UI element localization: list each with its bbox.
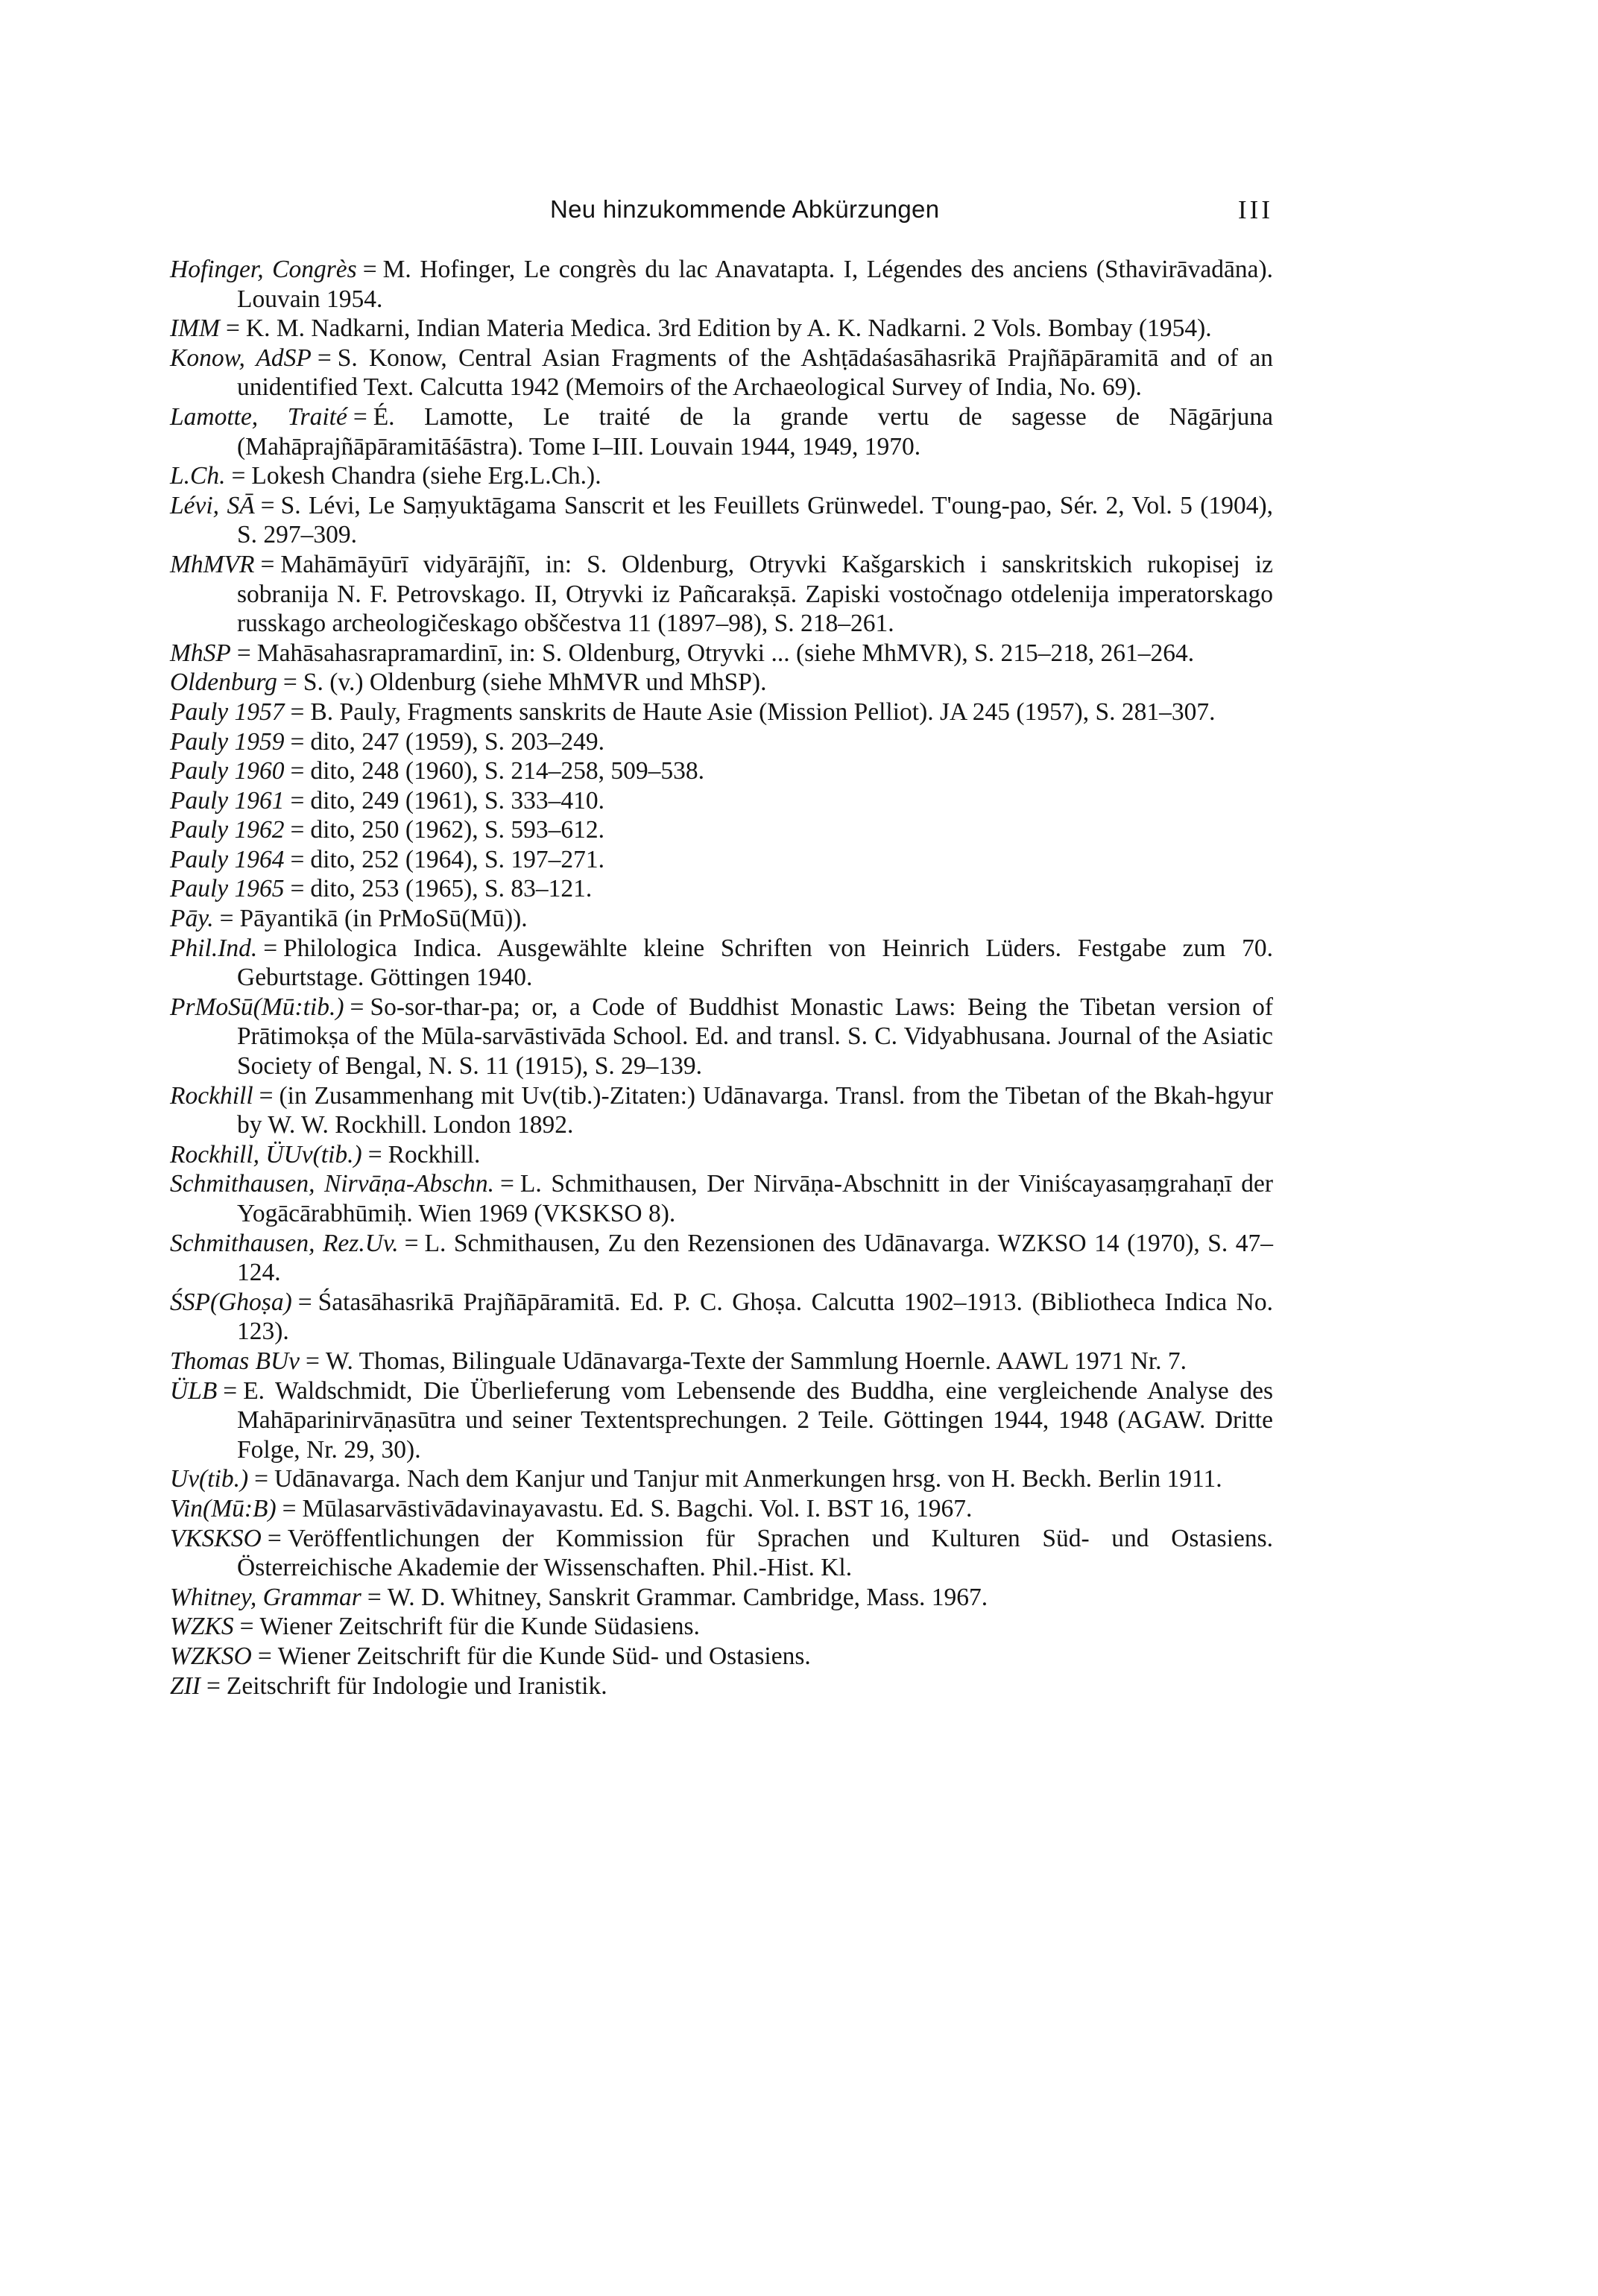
abbreviation-term: PrMoSū(Mū:tib.) bbox=[170, 993, 344, 1021]
abbreviation-term: ZII bbox=[170, 1672, 200, 1700]
abbreviation-entry: ZII = Zeitschrift für Indologie und Iranistik. bbox=[170, 1672, 607, 1700]
abbreviation-expansion: S. Lévi, Le Saṃyuktāgama Sanscrit et les Feuillets Grünwedel. T'oung-pao, Sér. 2, Vol. 5 (1904), S. 297–309. bbox=[237, 491, 1273, 549]
abbreviation-expansion: S. Konow, Central Asian Fragments of the Ashṭādaśasāhasrikā Prajñāpāramitā and of an unidentified Text. Calcutta 1942 (Memoirs of the Archaeological Survey of India, No. 69). bbox=[237, 344, 1273, 402]
abbreviation-term: Oldenburg bbox=[170, 668, 277, 697]
abbreviation-entry: Hofinger, Congrès = M. Hofinger, Le congrès du lac Anavatapta. I, Légendes des anciens (Sthavirāvadāna). Louvain 1954. bbox=[170, 256, 1274, 313]
abbreviation-term: ÜLB bbox=[170, 1376, 218, 1405]
abbreviation-expansion: Rockhill. bbox=[388, 1140, 481, 1168]
abbreviation-entry: Schmithausen, Nirvāṇa-Abschn. = L. Schmithausen, Der Nirvāṇa-Abschnitt in der Viniścayasaṃgrahaṇī der Yogācārabhūmiḥ. Wien 1969 (VKSKSO 8). bbox=[170, 1170, 1273, 1227]
abbreviation-entry: WZKS = Wiener Zeitschrift für die Kunde Südasiens. bbox=[170, 1613, 700, 1641]
abbreviation-entry: WZKSO = Wiener Zeitschrift für die Kunde Süd- und Ostasiens. bbox=[170, 1642, 811, 1670]
abbreviation-expansion: M. Hofinger, Le congrès du lac Anavatapta. I, Légendes des anciens (Sthavirāvadāna). Louvain 1954. bbox=[237, 256, 1274, 313]
abbreviation-entry: Pauly 1957 = B. Pauly, Fragments sanskrits de Haute Asie (Mission Pelliot). JA 245 (1957), S. 281–307. bbox=[170, 698, 1216, 726]
abbreviation-expansion: Lokesh Chandra (siehe Erg.L.Ch.). bbox=[251, 462, 601, 490]
abbreviation-expansion: E. Waldschmidt, Die Überlieferung vom Lebensende des Buddha, eine vergleichende Analyse des Mahāparinirvāṇasūtra und seiner Textentsprechungen. 2 Teile. Göttingen 1944, 1948 (AGAW. Dritte Folge, Nr. 29, 30). bbox=[237, 1376, 1273, 1464]
abbreviation-expansion: É. Lamotte, Le traité de la grande vertu de sagesse de Nāgārjuna (Mahāprajñāpāramitāśāstra). Tome I–III. Louvain 1944, 1949, 1970. bbox=[237, 402, 1273, 461]
abbreviation-term: Hofinger, Congrès bbox=[170, 256, 357, 283]
abbreviation-term: IMM bbox=[170, 314, 220, 343]
abbreviation-entry: ÜLB = E. Waldschmidt, Die Überlieferung vom Lebensende des Buddha, eine vergleichende Analyse des Mahāparinirvāṇasūtra und seiner Textentsprechungen. 2 Teile. Göttingen 1944, 1948 (AGAW. Dritte Folge, Nr. 29, 30). bbox=[170, 1376, 1273, 1464]
abbreviation-term: WZKSO bbox=[170, 1642, 252, 1670]
abbreviation-entry: PrMoSū(Mū:tib.) = So-sor-thar-pa; or, a Code of Buddhist Monastic Laws: Being the Tibetan version of Prātimokṣa of the Mūla-sarvāstivāda School. Ed. and transl. S. C. Vidyabhusana. Journal of the Asiatic Society of Bengal, N. S. 11 (1915), S. 29–139. bbox=[170, 993, 1273, 1081]
abbreviation-term: Uv(tib.) bbox=[170, 1465, 249, 1493]
abbreviation-term: Lévi, SĀ bbox=[170, 491, 255, 519]
abbreviation-entry: Pāy. = Pāyantikā (in PrMoSū(Mū)). bbox=[170, 905, 528, 933]
abbreviation-term: ŚSP(Ghoṣa) bbox=[170, 1288, 292, 1316]
abbreviation-term: Lamotte, Traité bbox=[170, 402, 347, 431]
abbreviation-entry: Rockhill, ÜUv(tib.) = Rockhill. bbox=[170, 1140, 481, 1168]
abbreviation-entry: L.Ch. = Lokesh Chandra (siehe Erg.L.Ch.). bbox=[170, 462, 601, 490]
abbreviation-expansion: (in Zusammenhang mit Uv(tib.)-Zitaten:) Udānavarga. Transl. from the Tibetan of the Bkah-hgyur by W. W. Rockhill. London 1892. bbox=[237, 1081, 1273, 1139]
abbreviation-term: Phil.Ind. bbox=[170, 934, 258, 962]
abbreviation-entry: ŚSP(Ghoṣa) = Śatasāhasrikā Prajñāpāramitā. Ed. P. C. Ghoṣa. Calcutta 1902–1913. (Bibliotheca Indica No. 123). bbox=[170, 1288, 1273, 1346]
abbreviation-expansion: Mahāsahasrapramardinī, in: S. Oldenburg, Otryvki ... (siehe MhMVR), S. 215–218, 261–264. bbox=[256, 639, 1195, 667]
abbreviation-expansion: Mahāmāyūrī vidyārājñī, in: S. Oldenburg, Otryvki Kašgarskich i sanskritskich rukopisej iz sobranija N. F. Petrovskago. II, Otryvki iz Pañcarakṣā. Zapiski vostočnago otdelenija imperatorskago russkago archeologičeskago obščestva 11 (1897–98), S. 218–261. bbox=[237, 550, 1273, 638]
abbreviation-term: Pauly 1965 bbox=[170, 875, 285, 903]
abbreviation-expansion: dito, 252 (1964), S. 197–271. bbox=[310, 845, 604, 873]
abbreviation-entry: Pauly 1959 = dito, 247 (1959), S. 203–249. bbox=[170, 727, 604, 756]
abbreviation-expansion: dito, 249 (1961), S. 333–410. bbox=[310, 786, 604, 815]
abbreviation-term: Pauly 1961 bbox=[170, 786, 285, 815]
abbreviation-entry: Pauly 1965 = dito, 253 (1965), S. 83–121. bbox=[170, 875, 593, 903]
abbreviation-term: Schmithausen, Rez.Uv. bbox=[170, 1229, 399, 1257]
abbreviation-entry: Lévi, SĀ = S. Lévi, Le Saṃyuktāgama Sanscrit et les Feuillets Grünwedel. T'oung-pao, Sér. 2, Vol. 5 (1904), S. 297–309. bbox=[170, 491, 1273, 549]
running-head bbox=[170, 195, 1273, 233]
abbreviation-term: Pauly 1960 bbox=[170, 757, 285, 785]
abbreviation-term: Pauly 1964 bbox=[170, 845, 285, 873]
abbreviation-expansion: Pāyantikā (in PrMoSū(Mū)). bbox=[239, 905, 528, 933]
abbreviation-entry: Pauly 1962 = dito, 250 (1962), S. 593–612. bbox=[170, 816, 604, 844]
abbreviation-expansion: Mūlasarvāstivādavinayavastu. Ed. S. Bagchi. Vol. I. BST 16, 1967. bbox=[302, 1494, 973, 1522]
abbreviation-entry: IMM = K. M. Nadkarni, Indian Materia Medica. 3rd Edition by A. K. Nadkarni. 2 Vols. Bombay (1954). bbox=[170, 314, 1212, 343]
abbreviation-term: Schmithausen, Nirvāṇa-Abschn. bbox=[170, 1170, 494, 1198]
abbreviation-term: Pauly 1959 bbox=[170, 727, 285, 756]
abbreviation-entry: Schmithausen, Rez.Uv. = L. Schmithausen, Zu den Rezensionen des Udānavarga. WZKSO 14 (1970), S. 47–124. bbox=[170, 1229, 1273, 1287]
abbreviation-expansion: Veröffentlichungen der Kommission für Sprachen und Kulturen Süd- und Ostasiens. Österreichische Akademie der Wissenschaften. Phil.-Hist. Kl. bbox=[237, 1524, 1273, 1582]
abbreviation-term: Thomas BUv bbox=[170, 1347, 300, 1375]
abbreviation-entry: MhSP = Mahāsahasrapramardinī, in: S. Oldenburg, Otryvki ... (siehe MhMVR), S. 215–218, 261–264. bbox=[170, 639, 1195, 667]
abbreviation-term: Vin(Mū:B) bbox=[170, 1494, 277, 1522]
abbreviation-expansion: B. Pauly, Fragments sanskrits de Haute Asie (Mission Pelliot). JA 245 (1957), S. 281–307. bbox=[310, 698, 1216, 726]
abbreviation-term: Rockhill, ÜUv(tib.) bbox=[170, 1140, 362, 1168]
abbreviation-entry: VKSKSO = Veröffentlichungen der Kommission für Sprachen und Kulturen Süd- und Ostasiens. Österreichische Akademie der Wissenschaften. Phil.-Hist. Kl. bbox=[170, 1524, 1273, 1582]
abbreviation-expansion: W. Thomas, Bilinguale Udānavarga-Texte der Sammlung Hoernle. AAWL 1971 Nr. 7. bbox=[325, 1347, 1187, 1375]
abbreviation-term: Pauly 1957 bbox=[170, 698, 285, 726]
abbreviation-list bbox=[170, 255, 1273, 1701]
abbreviation-entry: Rockhill = (in Zusammenhang mit Uv(tib.)-Zitaten:) Udānavarga. Transl. from the Tibetan of the Bkah-hgyur by W. W. Rockhill. London 1892. bbox=[170, 1081, 1273, 1139]
abbreviation-entry: Pauly 1960 = dito, 248 (1960), S. 214–258, 509–538. bbox=[170, 757, 704, 785]
abbreviation-term: MhMVR bbox=[170, 550, 255, 578]
abbreviation-expansion: L. Schmithausen, Zu den Rezensionen des Udānavarga. WZKSO 14 (1970), S. 47–124. bbox=[237, 1229, 1273, 1287]
abbreviation-expansion: dito, 248 (1960), S. 214–258, 509–538. bbox=[310, 757, 704, 785]
abbreviation-expansion: L. Schmithausen, Der Nirvāṇa-Abschnitt in der Viniścayasaṃgrahaṇī der Yogācārabhūmiḥ. Wien 1969 (VKSKSO 8). bbox=[237, 1170, 1273, 1227]
abbreviation-entry: MhMVR = Mahāmāyūrī vidyārājñī, in: S. Oldenburg, Otryvki Kašgarskich i sanskritskich rukopisej iz sobranija N. F. Petrovskago. II, Otryvki iz Pañcarakṣā. Zapiski vostočnago otdelenija imperatorskago russkago archeologičeskago obščestva 11 (1897–98), S. 218–261. bbox=[170, 550, 1273, 638]
abbreviation-term: Konow, AdSP bbox=[170, 344, 312, 372]
abbreviation-expansion: So-sor-thar-pa; or, a Code of Buddhist Monastic Laws: Being the Tibetan version of Prātimokṣa of the Mūla-sarvāstivāda School. Ed. and transl. S. C. Vidyabhusana. Journal of the Asiatic Society of Bengal, N. S. 11 (1915), S. 29–139. bbox=[237, 993, 1273, 1081]
abbreviation-term: VKSKSO bbox=[170, 1524, 262, 1552]
abbreviation-expansion: Philologica Indica. Ausgewählte kleine Schriften von Heinrich Lüders. Festgabe zum 70. Geburtstage. Göttingen 1940. bbox=[237, 934, 1273, 992]
abbreviation-entry: Lamotte, Traité = É. Lamotte, Le traité de la grande vertu de sagesse de Nāgārjuna (Mahāprajñāpāramitāśāstra). Tome I–III. Louvain 1944, 1949, 1970. bbox=[170, 402, 1273, 461]
abbreviation-entry: Thomas BUv = W. Thomas, Bilinguale Udānavarga-Texte der Sammlung Hoernle. AAWL 1971 Nr. 7. bbox=[170, 1347, 1187, 1375]
abbreviation-term: Whitney, Grammar bbox=[170, 1583, 361, 1611]
abbreviation-term: Rockhill bbox=[170, 1081, 253, 1110]
abbreviation-expansion: dito, 253 (1965), S. 83–121. bbox=[310, 875, 593, 903]
abbreviation-entry: Uv(tib.) = Udānavarga. Nach dem Kanjur und Tanjur mit Anmerkungen hrsg. von H. Beckh. Berlin 1911. bbox=[170, 1465, 1222, 1493]
abbreviation-expansion: Śatasāhasrikā Prajñāpāramitā. Ed. P. C. Ghoṣa. Calcutta 1902–1913. (Bibliotheca Indica No. 123). bbox=[237, 1288, 1273, 1346]
abbreviation-expansion: Udānavarga. Nach dem Kanjur und Tanjur mit Anmerkungen hrsg. von H. Beckh. Berlin 1911. bbox=[274, 1465, 1222, 1493]
abbreviation-term: MhSP bbox=[170, 639, 231, 667]
abbreviation-expansion: K. M. Nadkarni, Indian Materia Medica. 3rd Edition by A. K. Nadkarni. 2 Vols. Bombay (1954). bbox=[245, 314, 1212, 343]
abbreviation-expansion: Zeitschrift für Indologie und Iranistik. bbox=[226, 1672, 607, 1700]
abbreviation-term: L.Ch. bbox=[170, 462, 226, 490]
abbreviation-entry: Pauly 1964 = dito, 252 (1964), S. 197–271. bbox=[170, 845, 604, 873]
abbreviation-expansion: S. (v.) Oldenburg (siehe MhMVR und MhSP). bbox=[303, 668, 767, 697]
abbreviation-entry: Phil.Ind. = Philologica Indica. Ausgewählte kleine Schriften von Heinrich Lüders. Festgabe zum 70. Geburtstage. Göttingen 1940. bbox=[170, 934, 1273, 992]
abbreviation-expansion: Wiener Zeitschrift für die Kunde Süd- und Ostasiens. bbox=[277, 1642, 811, 1670]
abbreviation-entry: Konow, AdSP = S. Konow, Central Asian Fragments of the Ashṭādaśasāhasrikā Prajñāpāramitā and of an unidentified Text. Calcutta 1942 (Memoirs of the Archaeological Survey of India, No. 69). bbox=[170, 344, 1273, 402]
abbreviation-term: Pauly 1962 bbox=[170, 816, 285, 844]
abbreviation-term: Pāy. bbox=[170, 905, 214, 933]
abbreviation-entry: Vin(Mū:B) = Mūlasarvāstivādavinayavastu. Ed. S. Bagchi. Vol. I. BST 16, 1967. bbox=[170, 1494, 973, 1522]
abbreviation-entry: Pauly 1961 = dito, 249 (1961), S. 333–410. bbox=[170, 786, 604, 815]
abbreviation-expansion: Wiener Zeitschrift für die Kunde Südasiens. bbox=[259, 1613, 700, 1641]
abbreviation-expansion: dito, 250 (1962), S. 593–612. bbox=[310, 816, 604, 844]
abbreviation-expansion: W. D. Whitney, Sanskrit Grammar. Cambridge, Mass. 1967. bbox=[387, 1583, 988, 1611]
abbreviation-term: WZKS bbox=[170, 1613, 234, 1641]
running-title: Neu hinzukommende Abkürzungen bbox=[550, 195, 940, 223]
abbreviation-expansion: dito, 247 (1959), S. 203–249. bbox=[310, 727, 604, 756]
abbreviation-entry: Whitney, Grammar = W. D. Whitney, Sanskrit Grammar. Cambridge, Mass. 1967. bbox=[170, 1583, 988, 1611]
abbreviation-entry: Oldenburg = S. (v.) Oldenburg (siehe MhMVR und MhSP). bbox=[170, 668, 767, 697]
page-number: III bbox=[1238, 195, 1273, 224]
